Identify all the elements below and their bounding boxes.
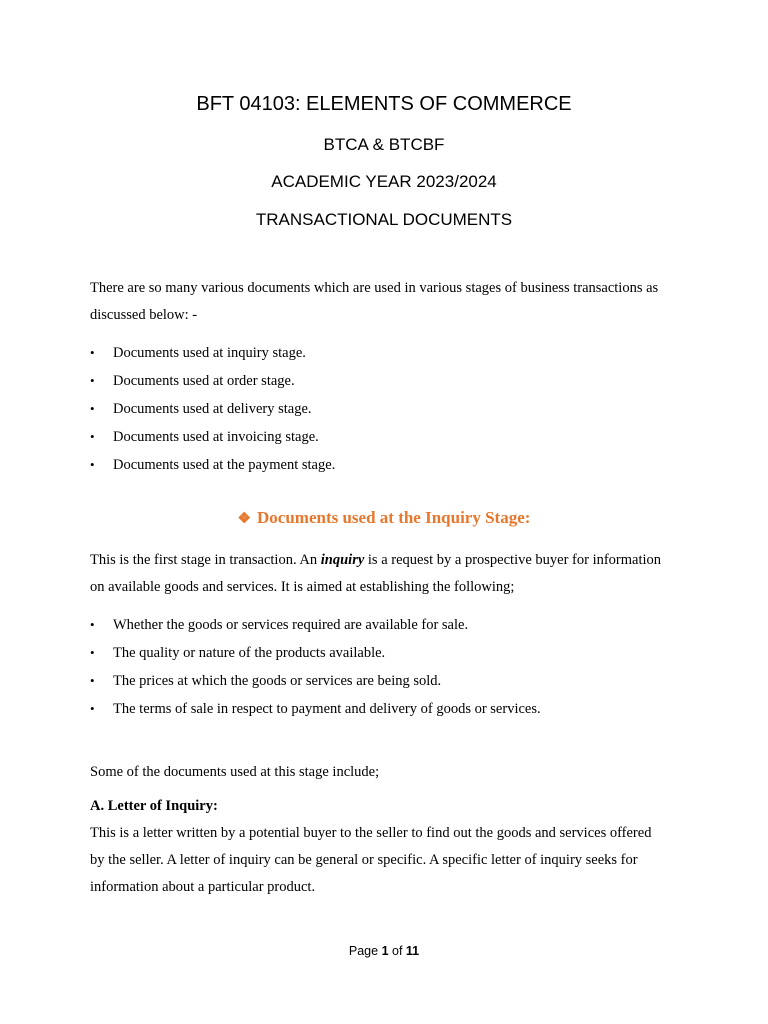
aim-item-text: The quality or nature of the products available. <box>113 645 386 661</box>
list-item <box>90 399 690 419</box>
inquiry-text-pre: This is the first stage in transaction. An <box>90 552 321 568</box>
stage-item-text: Documents used at inquiry stage. <box>113 345 306 361</box>
aim-item-text: Whether the goods or services required are available for sale. <box>113 617 469 633</box>
bullet-icon: • <box>90 429 95 444</box>
inquiry-paragraph <box>90 547 682 601</box>
bullet-icon: • <box>90 373 95 388</box>
bullet-icon: • <box>90 701 95 716</box>
bullet-icon: • <box>90 345 95 360</box>
letter-line-3: information about a particular product. <box>90 879 316 895</box>
list-item <box>90 427 690 447</box>
inquiry-line-1 <box>90 547 682 574</box>
list-item <box>90 699 690 719</box>
page-footer <box>0 944 768 958</box>
bullet-icon: • <box>90 617 95 632</box>
bullet-icon: • <box>90 673 95 688</box>
stage-item-text: Documents used at order stage. <box>113 373 295 389</box>
bullet-icon: • <box>90 401 95 416</box>
list-item <box>90 671 690 691</box>
academic-year-title: ACADEMIC YEAR 2023/2024 <box>271 172 497 191</box>
letter-line-2: by the seller. A letter of inquiry can be general or specific. A specific letter of inquiry seeks for <box>90 852 638 868</box>
diamond-bullet-icon: ❖ <box>237 511 251 527</box>
footer-of-word: of <box>388 944 406 958</box>
inquiry-text-post: is a request by a prospective buyer for information <box>364 552 662 568</box>
course-title: BFT 04103: ELEMENTS OF COMMERCE <box>196 93 572 115</box>
stage-item-text: Documents used at delivery stage. <box>113 401 312 417</box>
list-item <box>90 343 690 363</box>
section-heading-text: Documents used at the Inquiry Stage: <box>257 508 531 527</box>
aim-item-text: The terms of sale in respect to payment and delivery of goods or services. <box>113 701 541 717</box>
letter-line-1: This is a letter written by a potential buyer to the seller to find out the goods and services offered <box>90 825 652 841</box>
inquiry-line-2: on available goods and services. It is aimed at establishing the following; <box>90 579 515 595</box>
footer-total-pages: 11 <box>405 944 420 958</box>
aim-item-text: The prices at which the goods or services are being sold. <box>113 673 442 689</box>
inquiry-term: inquiry <box>320 552 365 568</box>
list-item <box>90 643 690 663</box>
letter-paragraph <box>90 820 682 901</box>
stage-item-text: Documents used at invoicing stage. <box>113 429 319 445</box>
list-item <box>90 615 690 635</box>
programs-title: BTCA & BTCBF <box>323 135 445 154</box>
list-item <box>90 455 690 475</box>
docs-intro: Some of the documents used at this stage include; <box>90 764 380 780</box>
bullet-icon: • <box>90 645 95 660</box>
footer-page-word: Page <box>348 944 382 958</box>
intro-line-1: There are so many various documents which are used in various stages of business transactions as <box>90 280 659 296</box>
bullet-icon: • <box>90 457 95 472</box>
list-item <box>90 371 690 391</box>
footer-current-page: 1 <box>381 944 389 958</box>
intro-paragraph <box>90 275 682 329</box>
topic-title: TRANSACTIONAL DOCUMENTS <box>255 210 513 229</box>
letter-heading: A. Letter of Inquiry: <box>90 798 218 814</box>
intro-line-2: discussed below: - <box>90 307 198 323</box>
section-heading <box>0 508 768 528</box>
stage-item-text: Documents used at the payment stage. <box>113 457 336 473</box>
